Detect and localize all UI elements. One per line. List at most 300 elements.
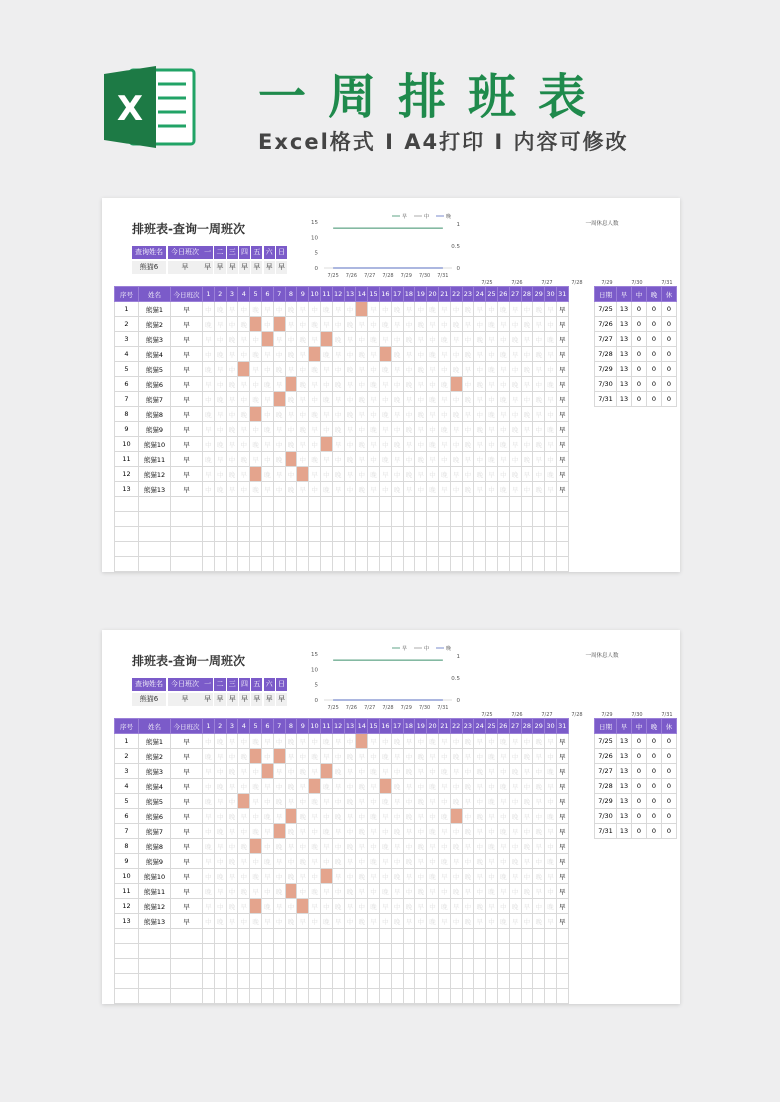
empty-cell[interactable] (509, 929, 521, 944)
shift-cell[interactable]: 晚 (261, 899, 273, 914)
shift-cell[interactable]: 中 (368, 884, 380, 899)
shift-cell[interactable]: 晚 (368, 899, 380, 914)
shift-cell[interactable]: 晚 (344, 884, 356, 899)
shift-cell[interactable]: 中 (545, 839, 557, 854)
shift-cell[interactable]: 晚 (309, 839, 321, 854)
shift-cell[interactable]: 中 (450, 392, 462, 407)
rest-cell[interactable] (320, 437, 332, 452)
shift-cell[interactable]: 早 (497, 317, 509, 332)
empty-cell[interactable] (556, 974, 568, 989)
shift-cell[interactable]: 中 (344, 734, 356, 749)
shift-cell[interactable]: 早 (521, 899, 533, 914)
shift-cell[interactable]: 晚 (379, 884, 391, 899)
shift-cell[interactable]: 早 (450, 764, 462, 779)
shift-cell[interactable]: 早 (297, 347, 309, 362)
empty-cell[interactable] (403, 497, 415, 512)
shift-cell[interactable]: 早 (356, 317, 368, 332)
shift-cell[interactable]: 早 (391, 839, 403, 854)
empty-cell[interactable] (115, 959, 139, 974)
shift-cell[interactable]: 中 (403, 362, 415, 377)
shift-cell[interactable]: 早 (297, 824, 309, 839)
shift-cell[interactable]: 晚 (332, 809, 344, 824)
empty-cell[interactable] (533, 527, 545, 542)
shift-cell[interactable]: 早 (344, 854, 356, 869)
shift-cell[interactable]: 早 (556, 437, 568, 452)
shift-cell[interactable]: 早 (556, 734, 568, 749)
shift-cell[interactable]: 晚 (379, 839, 391, 854)
shift-cell[interactable]: 晚 (427, 392, 439, 407)
shift-cell[interactable]: 中 (261, 884, 273, 899)
shift-cell[interactable]: 晚 (391, 779, 403, 794)
empty-cell[interactable] (344, 929, 356, 944)
shift-cell[interactable]: 晚 (238, 749, 250, 764)
shift-cell[interactable]: 中 (533, 422, 545, 437)
empty-cell[interactable] (320, 557, 332, 572)
empty-cell[interactable] (273, 557, 285, 572)
shift-cell[interactable]: 晚 (250, 779, 262, 794)
shift-cell[interactable]: 中 (250, 764, 262, 779)
empty-cell[interactable] (462, 989, 474, 1004)
shift-cell[interactable]: 早 (509, 734, 521, 749)
empty-cell[interactable] (474, 497, 486, 512)
shift-cell[interactable]: 早 (261, 734, 273, 749)
shift-cell[interactable]: 早 (391, 884, 403, 899)
shift-cell[interactable]: 早 (368, 779, 380, 794)
empty-cell[interactable] (403, 959, 415, 974)
shift-cell[interactable]: 早 (450, 467, 462, 482)
empty-cell[interactable] (391, 929, 403, 944)
empty-cell[interactable] (368, 929, 380, 944)
shift-cell[interactable]: 早 (391, 362, 403, 377)
empty-cell[interactable] (297, 512, 309, 527)
shift-cell[interactable]: 晚 (332, 422, 344, 437)
shift-cell[interactable]: 中 (462, 332, 474, 347)
shift-cell[interactable]: 晚 (427, 437, 439, 452)
empty-cell[interactable] (379, 542, 391, 557)
rest-cell[interactable] (250, 749, 262, 764)
shift-cell[interactable]: 早 (379, 854, 391, 869)
empty-cell[interactable] (171, 929, 203, 944)
shift-cell[interactable]: 晚 (521, 839, 533, 854)
shift-cell[interactable]: 晚 (320, 914, 332, 929)
shift-cell[interactable]: 中 (497, 467, 509, 482)
empty-cell[interactable] (344, 497, 356, 512)
shift-cell[interactable]: 中 (379, 734, 391, 749)
shift-cell[interactable]: 早 (273, 422, 285, 437)
shift-cell[interactable]: 晚 (297, 764, 309, 779)
shift-cell[interactable]: 晚 (438, 899, 450, 914)
shift-cell[interactable]: 早 (556, 764, 568, 779)
shift-cell[interactable]: 早 (379, 899, 391, 914)
shift-cell[interactable]: 早 (462, 749, 474, 764)
shift-cell[interactable]: 晚 (450, 884, 462, 899)
shift-cell[interactable]: 早 (450, 854, 462, 869)
shift-cell[interactable]: 早 (497, 839, 509, 854)
shift-cell[interactable]: 中 (521, 437, 533, 452)
shift-cell[interactable]: 早 (309, 764, 321, 779)
empty-cell[interactable] (297, 959, 309, 974)
shift-cell[interactable]: 早 (368, 392, 380, 407)
shift-cell[interactable]: 晚 (391, 734, 403, 749)
empty-cell[interactable] (356, 497, 368, 512)
empty-cell[interactable] (450, 989, 462, 1004)
empty-cell[interactable] (238, 959, 250, 974)
empty-cell[interactable] (309, 512, 321, 527)
empty-cell[interactable] (226, 497, 238, 512)
empty-cell[interactable] (250, 974, 262, 989)
shift-cell[interactable]: 早 (462, 317, 474, 332)
rest-cell[interactable] (450, 377, 462, 392)
shift-cell[interactable]: 中 (261, 317, 273, 332)
shift-cell[interactable]: 中 (356, 467, 368, 482)
shift-cell[interactable]: 早 (509, 302, 521, 317)
shift-cell[interactable]: 早 (545, 734, 557, 749)
shift-cell[interactable]: 晚 (438, 809, 450, 824)
shift-cell[interactable]: 早 (427, 794, 439, 809)
empty-cell[interactable] (450, 512, 462, 527)
shift-cell[interactable]: 早 (509, 869, 521, 884)
shift-cell[interactable]: 中 (545, 452, 557, 467)
rest-cell[interactable] (250, 317, 262, 332)
shift-cell[interactable]: 晚 (261, 377, 273, 392)
shift-cell[interactable]: 中 (238, 779, 250, 794)
empty-cell[interactable] (250, 929, 262, 944)
shift-cell[interactable]: 晚 (309, 452, 321, 467)
empty-cell[interactable] (450, 527, 462, 542)
empty-cell[interactable] (115, 527, 139, 542)
shift-cell[interactable]: 晚 (509, 899, 521, 914)
rest-cell[interactable] (285, 809, 297, 824)
shift-cell[interactable]: 晚 (521, 407, 533, 422)
empty-cell[interactable] (261, 944, 273, 959)
shift-cell[interactable]: 早 (203, 332, 215, 347)
empty-cell[interactable] (415, 557, 427, 572)
empty-cell[interactable] (415, 527, 427, 542)
shift-cell[interactable]: 晚 (297, 377, 309, 392)
shift-cell[interactable]: 中 (309, 734, 321, 749)
shift-cell[interactable]: 早 (273, 332, 285, 347)
shift-cell[interactable]: 中 (403, 407, 415, 422)
rest-cell[interactable] (285, 452, 297, 467)
shift-cell[interactable]: 早 (250, 452, 262, 467)
empty-cell[interactable] (238, 497, 250, 512)
empty-cell[interactable] (309, 944, 321, 959)
rest-cell[interactable] (320, 869, 332, 884)
empty-cell[interactable] (462, 497, 474, 512)
empty-cell[interactable] (391, 557, 403, 572)
shift-cell[interactable]: 晚 (403, 467, 415, 482)
empty-cell[interactable] (545, 557, 557, 572)
shift-cell[interactable]: 中 (474, 317, 486, 332)
shift-cell[interactable]: 中 (203, 824, 215, 839)
empty-cell[interactable] (320, 989, 332, 1004)
shift-cell[interactable]: 早 (320, 362, 332, 377)
shift-cell[interactable]: 中 (391, 809, 403, 824)
shift-cell[interactable]: 晚 (521, 452, 533, 467)
shift-cell[interactable]: 早 (438, 302, 450, 317)
shift-cell[interactable]: 早 (533, 839, 545, 854)
shift-cell[interactable]: 晚 (545, 377, 557, 392)
shift-cell[interactable]: 中 (415, 482, 427, 497)
empty-cell[interactable] (214, 512, 226, 527)
shift-cell[interactable]: 晚 (486, 362, 498, 377)
shift-cell[interactable]: 中 (509, 749, 521, 764)
shift-cell[interactable]: 晚 (379, 452, 391, 467)
shift-cell[interactable]: 晚 (533, 779, 545, 794)
empty-cell[interactable] (309, 929, 321, 944)
empty-cell[interactable] (391, 497, 403, 512)
shift-cell[interactable]: 早 (556, 854, 568, 869)
shift-cell[interactable]: 早 (415, 377, 427, 392)
shift-cell[interactable]: 中 (226, 794, 238, 809)
empty-cell[interactable] (171, 542, 203, 557)
shift-cell[interactable]: 早 (486, 809, 498, 824)
shift-cell[interactable]: 早 (250, 362, 262, 377)
shift-cell[interactable]: 晚 (521, 362, 533, 377)
empty-cell[interactable] (474, 557, 486, 572)
shift-cell[interactable]: 早 (285, 407, 297, 422)
shift-cell[interactable]: 中 (450, 347, 462, 362)
shift-cell[interactable]: 中 (320, 422, 332, 437)
shift-cell[interactable]: 中 (250, 332, 262, 347)
shift-cell[interactable]: 早 (379, 809, 391, 824)
empty-cell[interactable] (356, 542, 368, 557)
shift-cell[interactable]: 中 (438, 452, 450, 467)
shift-cell[interactable]: 中 (285, 332, 297, 347)
empty-cell[interactable] (139, 989, 171, 1004)
empty-cell[interactable] (332, 527, 344, 542)
empty-cell[interactable] (226, 959, 238, 974)
shift-cell[interactable]: 晚 (214, 347, 226, 362)
empty-cell[interactable] (368, 989, 380, 1004)
shift-cell[interactable]: 中 (533, 332, 545, 347)
empty-cell[interactable] (556, 512, 568, 527)
shift-cell[interactable]: 早 (309, 332, 321, 347)
shift-cell[interactable]: 早 (438, 347, 450, 362)
shift-cell[interactable]: 中 (403, 317, 415, 332)
empty-cell[interactable] (415, 989, 427, 1004)
shift-cell[interactable]: 中 (226, 317, 238, 332)
shift-cell[interactable]: 中 (521, 302, 533, 317)
empty-cell[interactable] (379, 974, 391, 989)
shift-cell[interactable]: 早 (438, 869, 450, 884)
shift-cell[interactable]: 晚 (203, 362, 215, 377)
empty-cell[interactable] (139, 557, 171, 572)
shift-cell[interactable]: 中 (250, 422, 262, 437)
shift-cell[interactable]: 晚 (450, 407, 462, 422)
shift-cell[interactable]: 中 (509, 452, 521, 467)
shift-cell[interactable]: 中 (427, 899, 439, 914)
shift-cell[interactable]: 中 (521, 869, 533, 884)
empty-cell[interactable] (415, 944, 427, 959)
empty-cell[interactable] (214, 542, 226, 557)
shift-cell[interactable]: 中 (415, 302, 427, 317)
rest-cell[interactable] (379, 347, 391, 362)
shift-cell[interactable]: 中 (474, 794, 486, 809)
shift-cell[interactable]: 早 (214, 317, 226, 332)
shift-cell[interactable]: 晚 (285, 482, 297, 497)
shift-cell[interactable]: 晚 (427, 914, 439, 929)
shift-cell[interactable]: 早 (320, 794, 332, 809)
shift-cell[interactable]: 早 (226, 824, 238, 839)
empty-cell[interactable] (438, 929, 450, 944)
empty-cell[interactable] (497, 989, 509, 1004)
shift-cell[interactable]: 晚 (344, 407, 356, 422)
shift-cell[interactable]: 中 (309, 392, 321, 407)
shift-cell[interactable]: 晚 (521, 317, 533, 332)
shift-cell[interactable]: 中 (261, 452, 273, 467)
empty-cell[interactable] (320, 944, 332, 959)
shift-cell[interactable]: 晚 (391, 392, 403, 407)
shift-cell[interactable]: 晚 (344, 749, 356, 764)
shift-cell[interactable]: 早 (261, 437, 273, 452)
shift-cell[interactable]: 早 (320, 452, 332, 467)
rest-cell[interactable] (273, 749, 285, 764)
shift-cell[interactable]: 中 (462, 854, 474, 869)
shift-cell[interactable]: 中 (403, 452, 415, 467)
shift-cell[interactable]: 早 (415, 854, 427, 869)
shift-cell[interactable]: 早 (533, 317, 545, 332)
empty-cell[interactable] (438, 527, 450, 542)
shift-cell[interactable]: 中 (509, 362, 521, 377)
shift-cell[interactable]: 中 (415, 734, 427, 749)
shift-cell[interactable]: 晚 (285, 869, 297, 884)
empty-cell[interactable] (261, 497, 273, 512)
shift-cell[interactable]: 晚 (250, 347, 262, 362)
shift-cell[interactable]: 中 (261, 407, 273, 422)
shift-cell[interactable]: 晚 (309, 794, 321, 809)
shift-cell[interactable]: 早 (545, 392, 557, 407)
empty-cell[interactable] (309, 527, 321, 542)
shift-cell[interactable]: 中 (238, 302, 250, 317)
shift-cell[interactable]: 早 (261, 347, 273, 362)
shift-cell[interactable]: 早 (238, 854, 250, 869)
shift-cell[interactable]: 晚 (391, 824, 403, 839)
shift-cell[interactable]: 早 (533, 794, 545, 809)
shift-cell[interactable]: 晚 (285, 914, 297, 929)
shift-cell[interactable]: 早 (438, 482, 450, 497)
shift-cell[interactable]: 中 (497, 764, 509, 779)
shift-cell[interactable]: 中 (379, 392, 391, 407)
empty-cell[interactable] (344, 944, 356, 959)
shift-cell[interactable]: 早 (497, 452, 509, 467)
empty-cell[interactable] (438, 974, 450, 989)
shift-cell[interactable]: 晚 (332, 467, 344, 482)
shift-cell[interactable]: 晚 (545, 467, 557, 482)
shift-cell[interactable]: 晚 (450, 839, 462, 854)
shift-cell[interactable]: 晚 (309, 362, 321, 377)
shift-cell[interactable]: 早 (427, 452, 439, 467)
shift-cell[interactable]: 晚 (250, 869, 262, 884)
shift-cell[interactable]: 早 (238, 467, 250, 482)
shift-cell[interactable]: 晚 (250, 824, 262, 839)
empty-cell[interactable] (332, 929, 344, 944)
empty-cell[interactable] (285, 542, 297, 557)
empty-cell[interactable] (509, 557, 521, 572)
shift-cell[interactable]: 晚 (509, 467, 521, 482)
empty-cell[interactable] (533, 929, 545, 944)
shift-cell[interactable]: 早 (556, 824, 568, 839)
shift-cell[interactable]: 早 (403, 302, 415, 317)
shift-cell[interactable]: 早 (521, 809, 533, 824)
shift-cell[interactable]: 中 (486, 914, 498, 929)
shift-cell[interactable]: 早 (497, 884, 509, 899)
shift-cell[interactable]: 早 (391, 317, 403, 332)
shift-cell[interactable]: 晚 (203, 317, 215, 332)
shift-cell[interactable]: 早 (497, 794, 509, 809)
query-name-input[interactable]: 熊猫6 (132, 261, 166, 274)
shift-cell[interactable]: 晚 (391, 302, 403, 317)
empty-cell[interactable] (171, 944, 203, 959)
shift-cell[interactable]: 中 (214, 422, 226, 437)
shift-cell[interactable]: 晚 (379, 749, 391, 764)
shift-cell[interactable]: 早 (203, 467, 215, 482)
empty-cell[interactable] (391, 527, 403, 542)
empty-cell[interactable] (521, 527, 533, 542)
shift-cell[interactable]: 早 (462, 407, 474, 422)
shift-cell[interactable]: 早 (556, 839, 568, 854)
shift-cell[interactable]: 早 (556, 779, 568, 794)
shift-cell[interactable]: 中 (273, 779, 285, 794)
shift-cell[interactable]: 中 (261, 794, 273, 809)
shift-cell[interactable]: 晚 (214, 734, 226, 749)
shift-cell[interactable]: 中 (415, 914, 427, 929)
shift-cell[interactable]: 晚 (462, 869, 474, 884)
shift-cell[interactable]: 早 (309, 854, 321, 869)
shift-cell[interactable]: 早 (344, 467, 356, 482)
shift-cell[interactable]: 中 (238, 347, 250, 362)
shift-cell[interactable]: 中 (521, 779, 533, 794)
shift-cell[interactable]: 中 (450, 869, 462, 884)
shift-cell[interactable]: 中 (533, 854, 545, 869)
empty-cell[interactable] (379, 959, 391, 974)
shift-cell[interactable]: 早 (521, 854, 533, 869)
shift-cell[interactable]: 晚 (285, 824, 297, 839)
empty-cell[interactable] (356, 929, 368, 944)
empty-cell[interactable] (462, 959, 474, 974)
empty-cell[interactable] (497, 497, 509, 512)
shift-cell[interactable]: 晚 (427, 824, 439, 839)
shift-cell[interactable]: 早 (474, 734, 486, 749)
shift-cell[interactable]: 晚 (285, 779, 297, 794)
shift-cell[interactable]: 晚 (533, 734, 545, 749)
empty-cell[interactable] (474, 929, 486, 944)
shift-cell[interactable]: 中 (486, 437, 498, 452)
shift-cell[interactable]: 早 (285, 317, 297, 332)
shift-cell[interactable]: 早 (474, 779, 486, 794)
empty-cell[interactable] (462, 527, 474, 542)
shift-cell[interactable]: 早 (238, 422, 250, 437)
empty-cell[interactable] (462, 542, 474, 557)
shift-cell[interactable]: 早 (474, 347, 486, 362)
shift-cell[interactable]: 早 (497, 362, 509, 377)
shift-cell[interactable]: 晚 (391, 869, 403, 884)
empty-cell[interactable] (285, 959, 297, 974)
shift-cell[interactable]: 晚 (450, 749, 462, 764)
empty-cell[interactable] (462, 929, 474, 944)
shift-cell[interactable]: 晚 (474, 764, 486, 779)
shift-cell[interactable]: 早 (297, 914, 309, 929)
shift-cell[interactable]: 早 (474, 914, 486, 929)
shift-cell[interactable]: 晚 (486, 407, 498, 422)
shift-cell[interactable]: 早 (368, 824, 380, 839)
shift-cell[interactable]: 中 (391, 332, 403, 347)
shift-cell[interactable]: 早 (556, 302, 568, 317)
shift-cell[interactable]: 早 (521, 377, 533, 392)
shift-cell[interactable]: 中 (273, 302, 285, 317)
shift-cell[interactable]: 中 (203, 482, 215, 497)
shift-cell[interactable]: 中 (521, 347, 533, 362)
